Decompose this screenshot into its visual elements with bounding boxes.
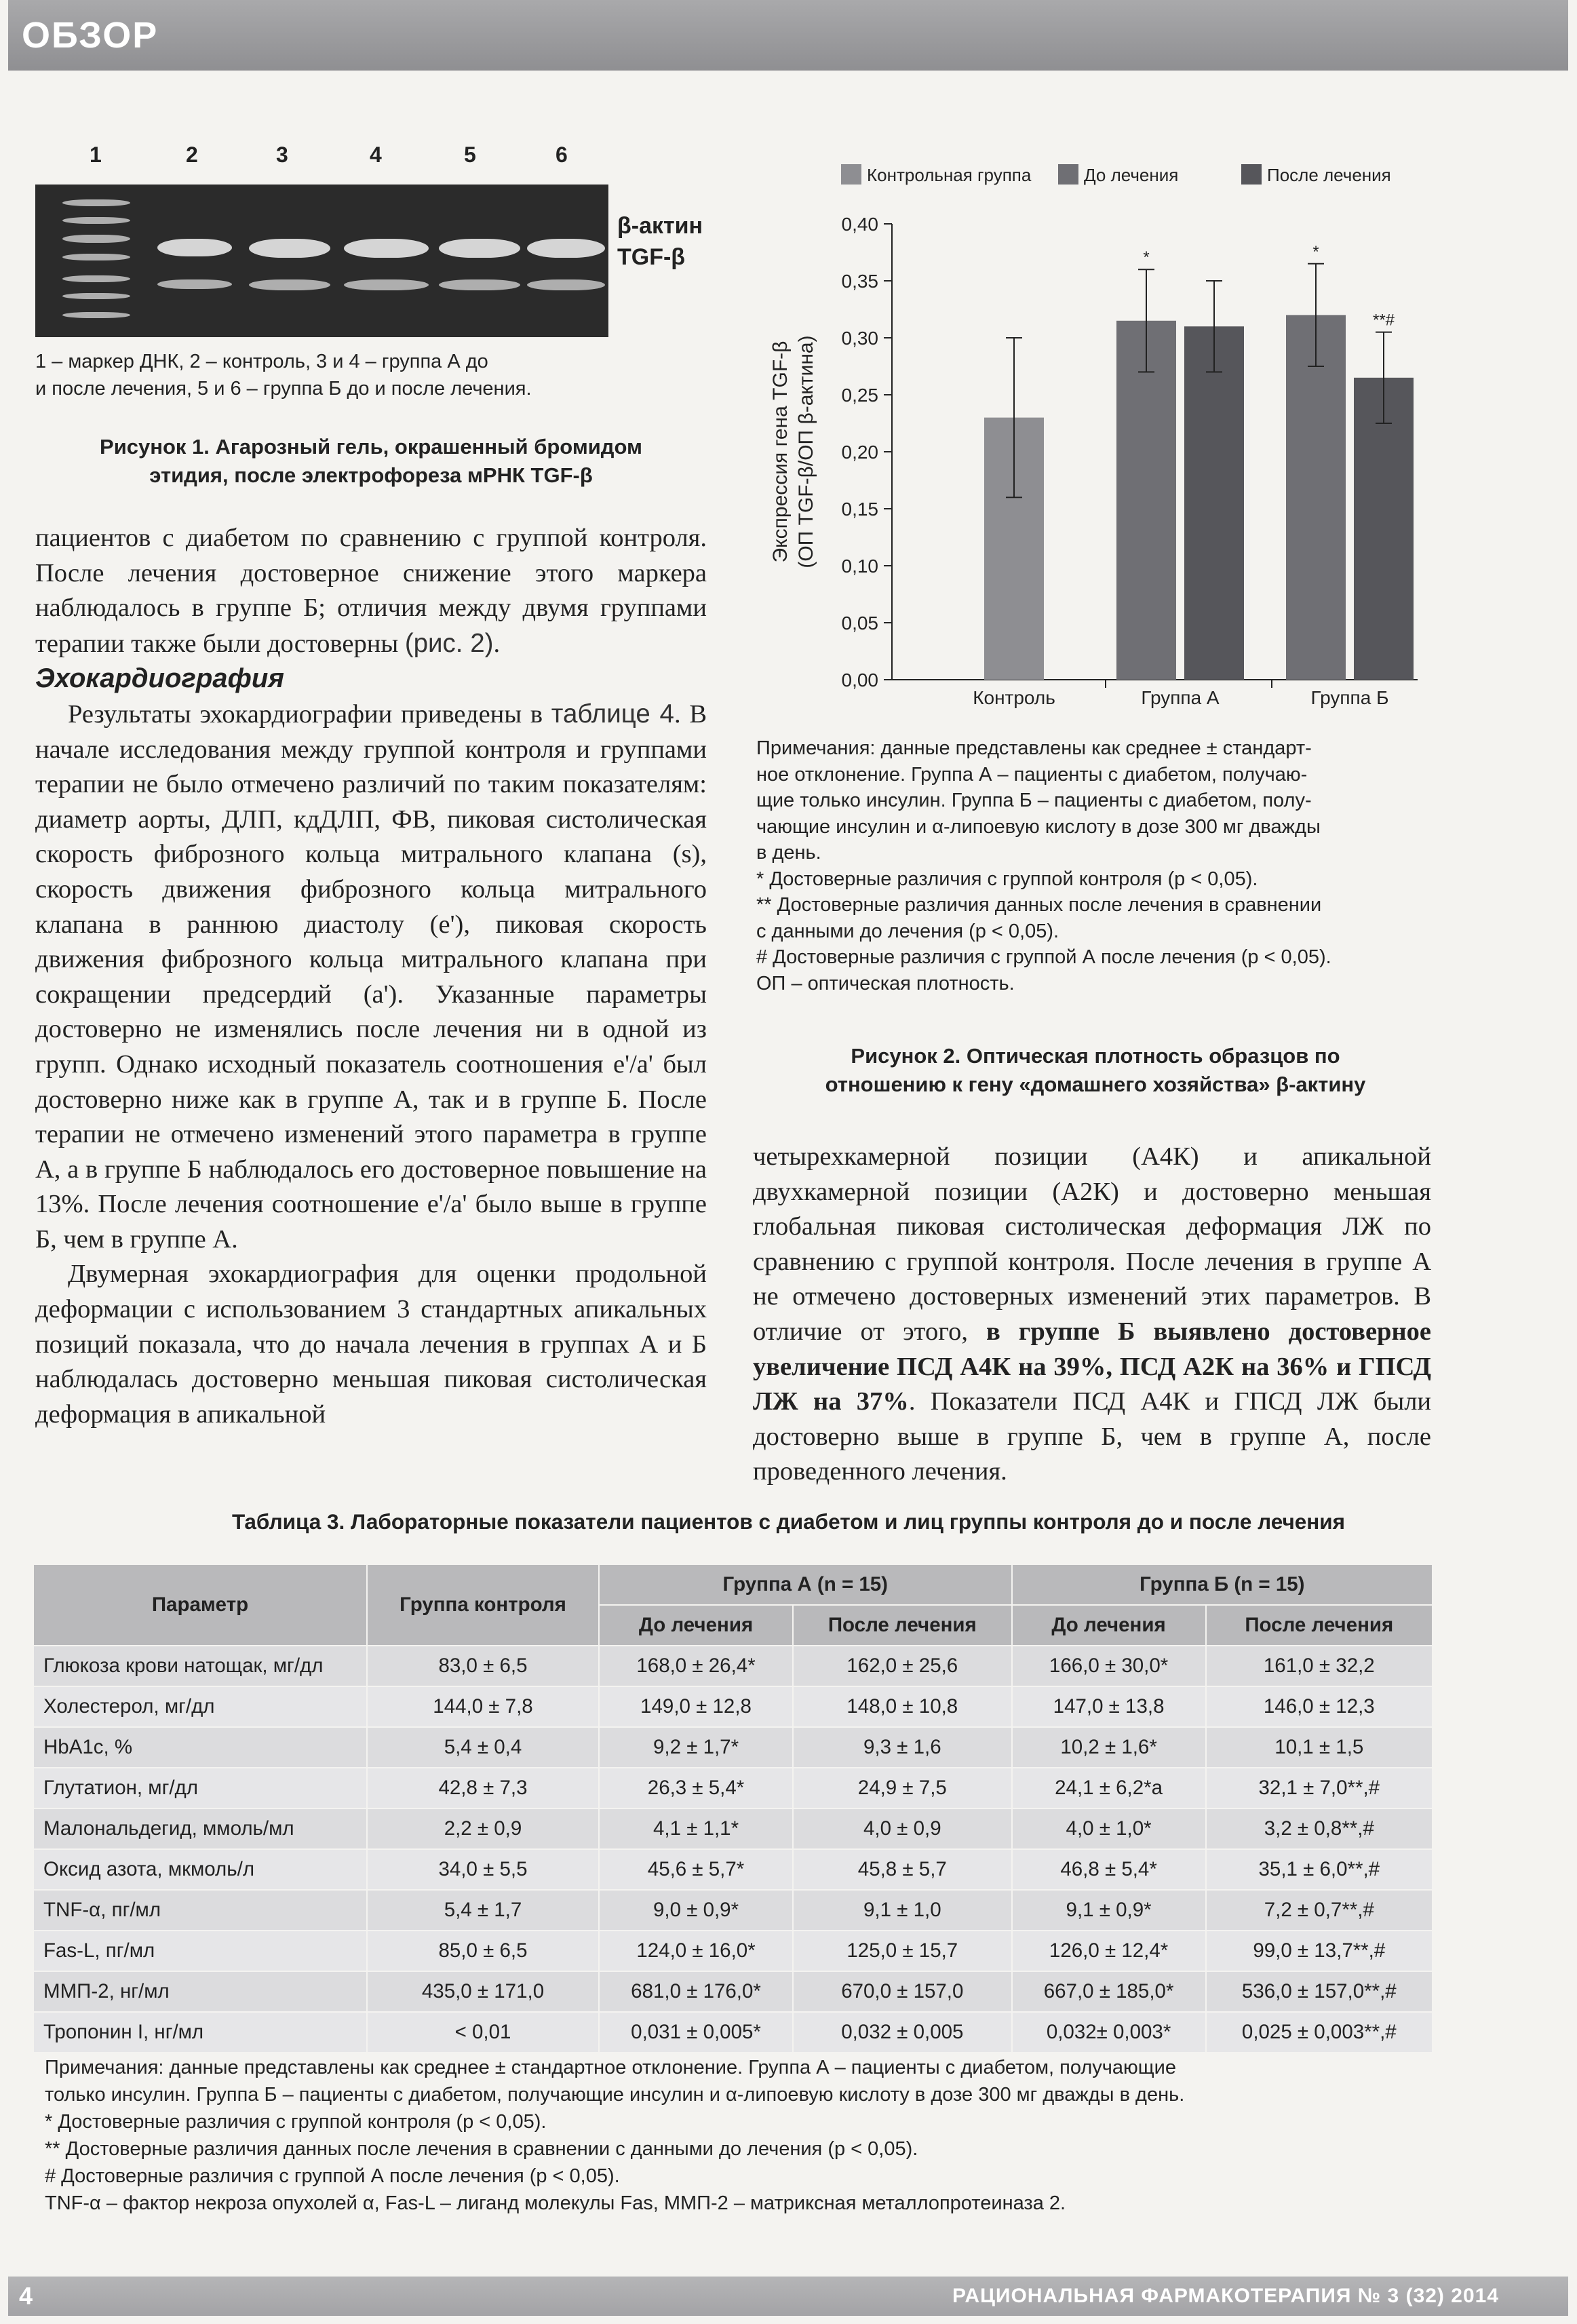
- table-value-cell: 85,0 ± 6,5: [367, 1931, 599, 1971]
- note-line: чающие инсулин и α-липоевую кислоту в дозе 300 мг дважды: [756, 815, 1321, 838]
- note-line: TNF-α – фактор некроза опухолей α, Fas-L – лиганд молекулы Fas, ММП-2 – матриксная металлопротеиназа 2.: [45, 2192, 1066, 2214]
- note-line: ОП – оптическая плотность.: [756, 972, 1015, 994]
- table-value-cell: 0,025 ± 0,003**,#: [1206, 2012, 1433, 2053]
- table-row: [33, 1727, 1433, 1768]
- x-tick-label: Контроль: [973, 687, 1055, 708]
- column-header: После лечения: [1206, 1605, 1433, 1646]
- lane-number: 5: [464, 142, 476, 167]
- table-value-cell: 5,4 ± 0,4: [367, 1727, 599, 1768]
- significance-mark: **#: [1372, 311, 1395, 330]
- note-line: только инсулин. Группа Б – пациенты с диабетом, получающие инсулин и α-липоевую кислоту в дозе 300 мг дважды в день.: [45, 2084, 1185, 2106]
- table-value-cell: 147,0 ± 13,8: [1012, 1686, 1206, 1727]
- y-tick-label: 0,40: [841, 214, 878, 235]
- table-value-cell: 168,0 ± 26,4*: [599, 1646, 793, 1686]
- note-line: * Достоверные различия с группой контроля (p < 0,05).: [756, 868, 1258, 890]
- y-tick-label: 0,15: [841, 499, 878, 520]
- table-row: [33, 1890, 1433, 1931]
- page-number: 4: [19, 2282, 33, 2310]
- y-tick-label: 0,00: [841, 670, 878, 691]
- section-heading: Эхокардиография: [35, 663, 284, 694]
- table-param-cell: Fas-L, пг/мл: [33, 1931, 367, 1971]
- table-value-cell: 10,2 ± 1,6*: [1012, 1727, 1206, 1768]
- table-value-cell: 124,0 ± 16,0*: [599, 1931, 793, 1971]
- table-value-cell: 4,1 ± 1,1*: [599, 1808, 793, 1849]
- column-group-header: Группа Б (n = 15): [1012, 1564, 1433, 1605]
- table-value-cell: 5,4 ± 1,7: [367, 1890, 599, 1931]
- x-tick-label: Группа Б: [1310, 687, 1389, 708]
- paragraph: Двумерная эхокардиография для оценки продольной деформации с использованием 3 стандартных апикальных позиций показала, что до начала лечения в группах А и Б наблюдалась достоверно меньшая пиковая систолическая деформация в апикальной: [35, 1260, 707, 1429]
- gel-band-labels: [617, 210, 703, 273]
- table-notes: [45, 2054, 1442, 2217]
- note-line: ное отклонение. Группа А – пациенты с диабетом, получаю-: [756, 763, 1308, 786]
- y-tick-label: 0,10: [841, 556, 878, 577]
- y-tick-label: 0,25: [841, 385, 878, 406]
- table-param-cell: Оксид азота, мкмоль/л: [33, 1849, 367, 1890]
- table-value-cell: 3,2 ± 0,8**,#: [1206, 1808, 1433, 1849]
- table-value-cell: 45,8 ± 5,7: [793, 1849, 1011, 1890]
- significance-mark: *: [1312, 242, 1319, 261]
- table-row: [33, 1686, 1433, 1727]
- legend-line: и после лечения, 5 и 6 – группа Б до и после лечения.: [35, 378, 532, 400]
- note-line: Примечания: данные представлены как среднее ± стандартное отклонение. Группа А – пациенты с диабетом, получающие: [45, 2057, 1176, 2078]
- left-column-text: [35, 521, 707, 1432]
- table-value-cell: 536,0 ± 157,0**,#: [1206, 1971, 1433, 2012]
- table-row: [33, 1768, 1433, 1808]
- lane-number: 3: [276, 142, 288, 167]
- paragraph: пациентов с диабетом по сравнению с группой контроля. После лечения достоверное снижение этого маркера наблюдалось в группе Б; отличия между двумя группами терапии также были достоверны (рис. 2).: [35, 524, 707, 658]
- caption-line: этидия, после электрофореза мРНК TGF-β: [149, 463, 593, 487]
- y-axis-label: (ОП TGF-β/ОП β-актина): [795, 335, 817, 568]
- table-param-cell: TNF-α, пг/мл: [33, 1890, 367, 1931]
- table-value-cell: 144,0 ± 7,8: [367, 1686, 599, 1727]
- table-param-cell: Холестерол, мг/дл: [33, 1686, 367, 1727]
- legend-swatch: [1241, 164, 1262, 185]
- table-row: [33, 1931, 1433, 1971]
- table-value-cell: 10,1 ± 1,5: [1206, 1727, 1433, 1768]
- table-value-cell: 46,8 ± 5,4*: [1012, 1849, 1206, 1890]
- lab-table: [33, 1564, 1433, 2053]
- table-value-cell: 125,0 ± 15,7: [793, 1931, 1011, 1971]
- table-value-cell: 9,1 ± 0,9*: [1012, 1890, 1206, 1931]
- column-header: До лечения: [599, 1605, 793, 1646]
- note-line: ** Достоверные различия данных после лечения в сравнении: [756, 894, 1322, 916]
- table-row: [33, 1808, 1433, 1849]
- table-param-cell: Тропонин I, нг/мл: [33, 2012, 367, 2053]
- note-line: в день.: [756, 842, 821, 864]
- note-line: # Достоверные различия с группой А после лечения (p < 0,05).: [756, 946, 1331, 968]
- footer: [8, 2277, 1568, 2316]
- table-value-cell: 166,0 ± 30,0*: [1012, 1646, 1206, 1686]
- figure-2-caption: [756, 1042, 1435, 1099]
- table-value-cell: 2,2 ± 0,9: [367, 1808, 599, 1849]
- column-header: После лечения: [793, 1605, 1011, 1646]
- table-value-cell: 0,032± 0,003*: [1012, 2012, 1206, 2053]
- table-value-cell: < 0,01: [367, 2012, 599, 2053]
- legend-label: После лечения: [1267, 165, 1391, 185]
- table-row: [33, 2012, 1433, 2053]
- table-caption: Таблица 3. Лабораторные показатели пациентов с диабетом и лиц группы контроля до и после лечения: [231, 1509, 1346, 1534]
- caption-line: Рисунок 1. Агарозный гель, окрашенный бромидом: [100, 435, 642, 459]
- table-value-cell: 42,8 ± 7,3: [367, 1768, 599, 1808]
- table-value-cell: 148,0 ± 10,8: [793, 1686, 1011, 1727]
- significance-mark: *: [1143, 248, 1150, 267]
- table-row: [33, 1971, 1433, 2012]
- table-value-cell: 24,9 ± 7,5: [793, 1768, 1011, 1808]
- table-value-cell: 83,0 ± 6,5: [367, 1646, 599, 1686]
- note-line: с данными до лечения (p < 0,05).: [756, 920, 1059, 942]
- legend-line: 1 – маркер ДНК, 2 – контроль, 3 и 4 – группа А до: [35, 351, 488, 372]
- note-line: щие только инсулин. Группа Б – пациенты с диабетом, полу-: [756, 790, 1312, 811]
- table-row: [33, 1849, 1433, 1890]
- y-axis-label: Экспрессия гена TGF-β: [769, 341, 792, 563]
- table-row: [33, 1646, 1433, 1686]
- paragraph: Результаты эхокардиографии приведены в таблице 4. В начале исследования между группой контроля и группами терапии не было отмечено различий по таким показателям: диаметр аорты, ДЛП, кдДЛП, ФВ, пиковая систолическая скорость фиброзного кольца митрального клапана (s), скорость движения фиброзного кольца митрального клапана в раннюю диастолу (e'), пиковая скорость движения фиброзного кольца митрального клапана при сокращении предсердий (a'). Указанные параметры достоверно не изменялись после лечения ни в одной из групп. Однако исходный показатель соотношения e'/a' был достоверно ниже как в группе А, так и в группе Б. После терапии не отмечено изменений этого параметра в группе А, а в группе Б наблюдалось его достоверное повышение на 13%. После лечения соотношение e'/a' было выше в группе Б, чем в группе А.: [35, 699, 707, 1254]
- column-header: Параметр: [33, 1564, 367, 1646]
- table-param-cell: Глутатион, мг/дл: [33, 1768, 367, 1808]
- table-value-cell: 161,0 ± 32,2: [1206, 1646, 1433, 1686]
- table-value-cell: 9,0 ± 0,9*: [599, 1890, 793, 1931]
- table-value-cell: 4,0 ± 0,9: [793, 1808, 1011, 1849]
- section-title: ОБЗОР: [22, 15, 159, 56]
- note-line: ** Достоверные различия данных после лечения в сравнении с данными до лечения (p < 0,05).: [45, 2138, 918, 2160]
- column-header: Группа контроля: [367, 1564, 599, 1646]
- table-value-cell: 681,0 ± 176,0*: [599, 1971, 793, 2012]
- bar-chart: [746, 149, 1438, 726]
- table-param-cell: Глюкоза крови натощак, мг/дл: [33, 1646, 367, 1686]
- figure-1-legend: [35, 348, 646, 402]
- table-value-cell: 32,1 ± 7,0**,#: [1206, 1768, 1433, 1808]
- y-tick-label: 0,35: [841, 271, 878, 292]
- legend-swatch: [1058, 164, 1078, 185]
- table-param-cell: ММП-2, нг/мл: [33, 1971, 367, 2012]
- table-value-cell: 146,0 ± 12,3: [1206, 1686, 1433, 1727]
- section-header: [8, 0, 1568, 71]
- note-line: Примечания: данные представлены как среднее ± стандарт-: [756, 737, 1312, 759]
- y-tick-label: 0,30: [841, 328, 878, 349]
- gel-lane-numbers: [35, 142, 646, 176]
- band-label-actin: β-актин: [617, 213, 703, 239]
- table-value-cell: 45,6 ± 5,7*: [599, 1849, 793, 1890]
- table-value-cell: 99,0 ± 13,7**,#: [1206, 1931, 1433, 1971]
- gel-image: [35, 185, 608, 337]
- column-header: До лечения: [1012, 1605, 1206, 1646]
- table-value-cell: 9,3 ± 1,6: [793, 1727, 1011, 1768]
- caption-line: отношению к гену «домашнего хозяйства» β-актину: [825, 1072, 1366, 1096]
- right-column-text: [753, 1140, 1431, 1490]
- figure-1-caption: [35, 433, 707, 490]
- journal-name: РАЦИОНАЛЬНАЯ ФАРМАКОТЕРАПИЯ № 3 (32) 2014: [952, 2285, 1499, 2307]
- lane-number: 1: [90, 142, 102, 167]
- y-tick-label: 0,20: [841, 442, 878, 463]
- figure-2-notes: [756, 735, 1441, 996]
- table-reference: таблице 4: [551, 699, 674, 729]
- table-value-cell: 24,1 ± 6,2*а: [1012, 1768, 1206, 1808]
- caption-line: Рисунок 2. Оптическая плотность образцов по: [851, 1044, 1340, 1068]
- table-value-cell: 149,0 ± 12,8: [599, 1686, 793, 1727]
- table-param-cell: Малональдегид, ммоль/мл: [33, 1808, 367, 1849]
- lane-number: 6: [556, 142, 568, 167]
- table-value-cell: 126,0 ± 12,4*: [1012, 1931, 1206, 1971]
- band-label-tgf: TGF-β: [617, 244, 686, 270]
- note-line: # Достоверные различия с группой А после лечения (p < 0,05).: [45, 2165, 620, 2187]
- legend-label: До лечения: [1084, 165, 1179, 185]
- y-tick-label: 0,05: [841, 613, 878, 634]
- bold-text: в группе Б выявлено достоверное увеличение ПСД А4К на 39%, ПСД А2К на 36% и ГПСД ЛЖ на 37%: [753, 1317, 1431, 1416]
- legend-label: Контрольная группа: [867, 165, 1032, 185]
- note-line: * Достоверные различия с группой контроля (p < 0,05).: [45, 2111, 547, 2133]
- figure-reference: (рис. 2): [404, 628, 494, 658]
- lane-number: 2: [186, 142, 198, 167]
- table-value-cell: 162,0 ± 25,6: [793, 1646, 1011, 1686]
- table-value-cell: 9,2 ± 1,7*: [599, 1727, 793, 1768]
- table-value-cell: 667,0 ± 185,0*: [1012, 1971, 1206, 2012]
- table-value-cell: 7,2 ± 0,7**,#: [1206, 1890, 1433, 1931]
- x-tick-label: Группа А: [1141, 687, 1220, 708]
- table-value-cell: 26,3 ± 5,4*: [599, 1768, 793, 1808]
- bar: [1116, 321, 1176, 680]
- bar: [1184, 326, 1244, 680]
- bar: [1286, 315, 1346, 680]
- table-value-cell: 670,0 ± 157,0: [793, 1971, 1011, 2012]
- table-value-cell: 34,0 ± 5,5: [367, 1849, 599, 1890]
- table-value-cell: 4,0 ± 1,0*: [1012, 1808, 1206, 1849]
- table-value-cell: 35,1 ± 6,0**,#: [1206, 1849, 1433, 1890]
- column-group-header: Группа А (n = 15): [599, 1564, 1012, 1605]
- table-value-cell: 9,1 ± 1,0: [793, 1890, 1011, 1931]
- table-value-cell: 435,0 ± 171,0: [367, 1971, 599, 2012]
- paragraph: четырехкамерной позиции (А4К) и апикальной двухкамерной позиции (А2К) и достоверно меньшая глобальная пиковая систолическая деформация ЛЖ по сравнению с группой контроля. После лечения в группе А не отмечено достоверных изменений этих параметров. В отличие от этого, в группе Б выявлено достоверное увеличение ПСД А4К на 39%, ПСД А2К на 36% и ГПСД ЛЖ на 37%. Показатели ПСД А4К и ГПСД ЛЖ были достоверно выше в группе Б, чем в группе А, после проведенного лечения.: [753, 1142, 1432, 1486]
- lane-number: 4: [370, 142, 382, 167]
- table-value-cell: 0,031 ± 0,005*: [599, 2012, 793, 2053]
- table-value-cell: 0,032 ± 0,005: [793, 2012, 1011, 2053]
- table-param-cell: HbA1c, %: [33, 1727, 367, 1768]
- legend-swatch: [841, 164, 861, 185]
